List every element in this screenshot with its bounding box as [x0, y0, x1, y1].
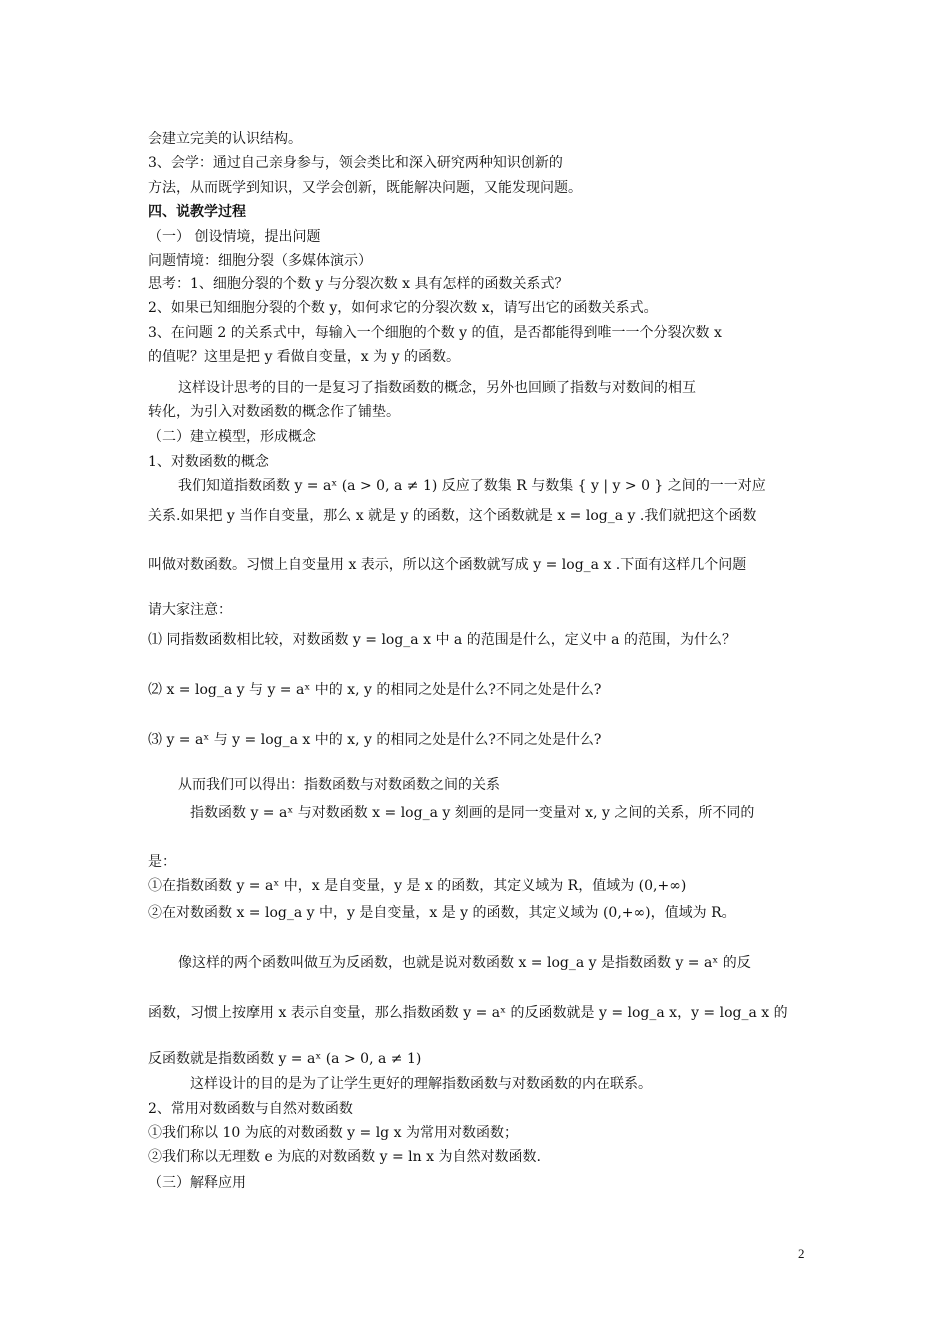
text-line: 转化，为引入对数函数的概念作了铺垫。 — [148, 404, 400, 420]
subsection-heading: （二）建立模型，形成概念 — [148, 429, 316, 445]
text-line: ⑴ 同指数函数相比较，对数函数 y = log_a x 中 a 的范围是什么，定义中 a 的范围，为什么？ — [148, 632, 736, 648]
text-line: 反函数就是指数函数 y = aˣ (a > 0, a ≠ 1) — [148, 1051, 422, 1067]
text-line: 我们知道指数函数 y = aˣ (a > 0, a ≠ 1) 反应了数集 R 与数集 { y | y > 0 } 之间的一一对应 — [178, 478, 766, 494]
text-line: 函数，习惯上按摩用 x 表示自变量，那么指数函数 y = aˣ 的反函数就是 y = log_a x，y = log_a x 的 — [148, 1005, 788, 1021]
text-line: 2、如果已知细胞分裂的个数 y，如何求它的分裂次数 x，请写出它的函数关系式。 — [148, 300, 658, 316]
subsection-heading: （一） 创设情境，提出问题 — [148, 229, 321, 245]
text-line: 这样设计的目的是为了让学生更好的理解指数函数与对数函数的内在联系。 — [190, 1076, 652, 1092]
text-line: 方法，从而既学到知识，又学会创新，既能解决问题，又能发现问题。 — [148, 180, 582, 196]
text-line: 是： — [148, 854, 176, 870]
text-line: 1、对数函数的概念 — [148, 454, 269, 470]
text-line: 问题情境：细胞分裂（多媒体演示） — [148, 253, 372, 269]
text-line: 这样设计思考的目的一是复习了指数函数的概念，另外也回顾了指数与对数间的相互 — [178, 380, 696, 396]
text-line: 3、会学：通过自己亲身参与，领会类比和深入研究两种知识创新的 — [148, 155, 563, 171]
text-line: 会建立完美的认识结构。 — [148, 131, 302, 147]
text-line: ②我们称以无理数 e 为底的对数函数 y = ln x 为自然对数函数. — [148, 1149, 541, 1165]
text-line: 像这样的两个函数叫做互为反函数，也就是说对数函数 x = log_a y 是指数函数 y = aˣ 的反 — [178, 955, 751, 971]
page-number: 2 — [798, 1246, 805, 1261]
text-line: 请大家注意： — [148, 602, 232, 618]
text-line: 叫做对数函数。习惯上自变量用 x 表示，所以这个函数就写成 y = log_a x .下面有这样几个问题 — [148, 557, 747, 573]
text-line: ⑶ y = aˣ 与 y = log_a x 中的 x, y 的相同之处是什么?不同之处是什么? — [148, 732, 602, 748]
text-line: ①在指数函数 y = aˣ 中，x 是自变量，y 是 x 的函数，其定义域为 R，值域为 (0,+∞) — [148, 878, 687, 894]
text-line: 3、在问题 2 的关系式中，每输入一个细胞的个数 y 的值，是否都能得到唯一一个分裂次数 x — [148, 325, 722, 341]
text-line: ②在对数函数 x = log_a y 中，y 是自变量，x 是 y 的函数，其定义域为 (0,+∞)，值域为 R。 — [148, 905, 736, 921]
text-line: ⑵ x = log_a y 与 y = aˣ 中的 x, y 的相同之处是什么?不同之处是什么? — [148, 682, 602, 698]
section-heading: 四、说教学过程 — [148, 204, 246, 220]
text-line: ①我们称以 10 为底的对数函数 y = lg x 为常用对数函数； — [148, 1125, 518, 1141]
text-line: 思考：1、细胞分裂的个数 y 与分裂次数 x 具有怎样的函数关系式？ — [148, 276, 569, 292]
text-line: 2、常用对数函数与自然对数函数 — [148, 1101, 353, 1117]
text-line: 关系.如果把 y 当作自变量，那么 x 就是 y 的函数，这个函数就是 x = log_a y .我们就把这个函数 — [148, 508, 757, 524]
text-line: 的值呢？这里是把 y 看做自变量，x 为 y 的函数。 — [148, 349, 460, 365]
text-line: 从而我们可以得出：指数函数与对数函数之间的关系 — [178, 777, 500, 793]
text-line: 指数函数 y = aˣ 与对数函数 x = log_a y 刻画的是同一变量对 x, y 之间的关系，所不同的 — [190, 805, 755, 821]
subsection-heading: （三）解释应用 — [148, 1175, 246, 1191]
